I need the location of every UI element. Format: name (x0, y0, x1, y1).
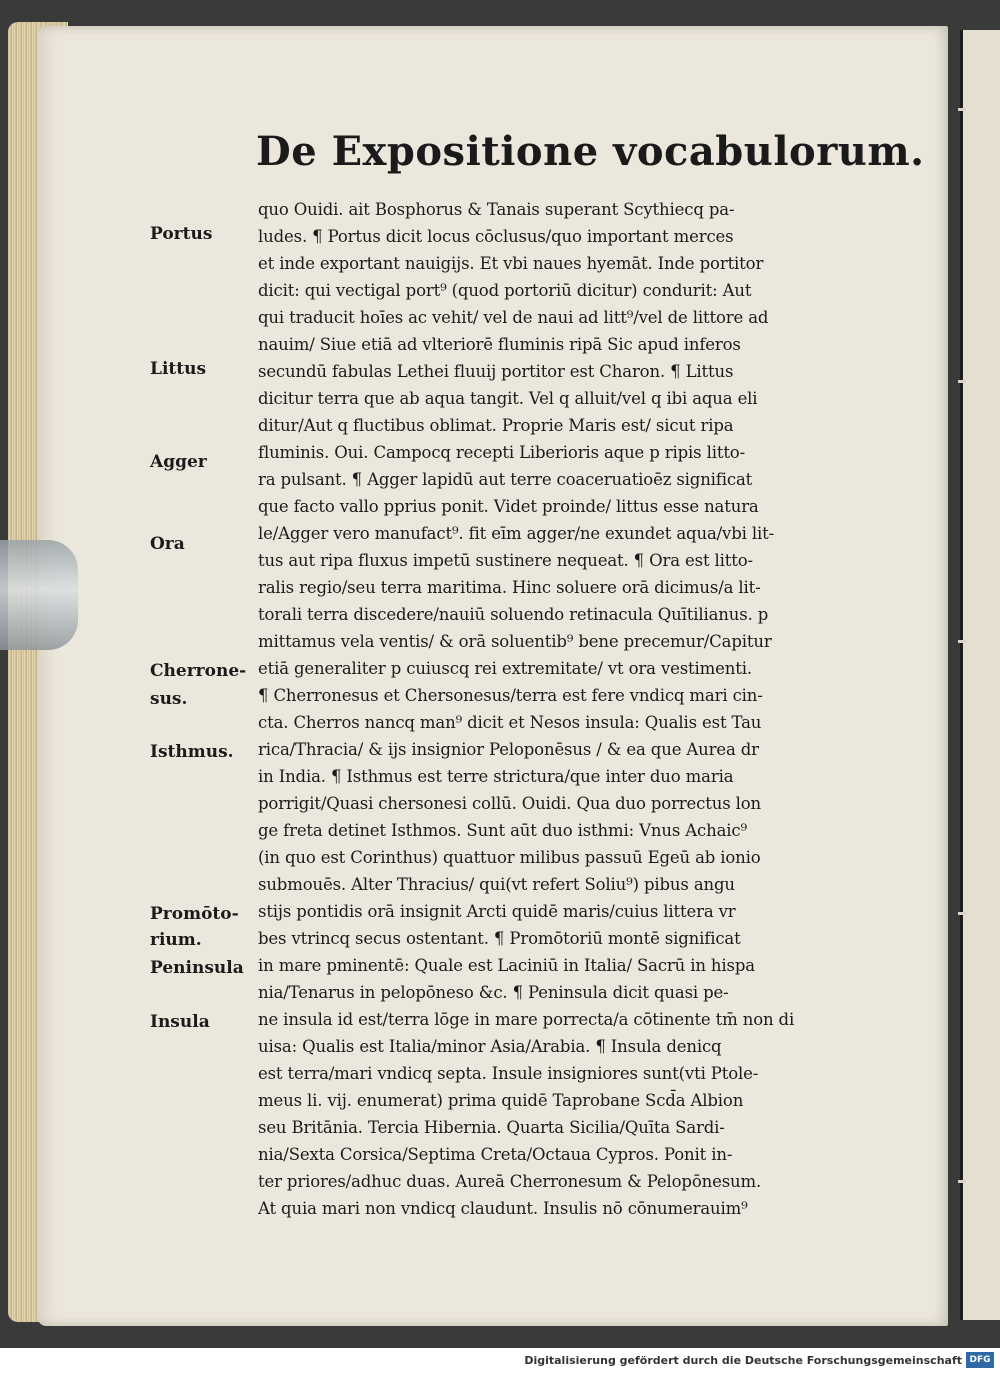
text-line: stijs pontidis orā insignit Arcti quidē maris/cuius littera vr (258, 902, 736, 921)
margin-note-rium: rium. (150, 930, 202, 950)
text-line: ra pulsant. ¶ Agger lapidū aut terre coaceruatioēz significat (258, 470, 753, 489)
text-line: in mare pminentē: Quale est Laciniū in Italia/ Sacrū in hispa (258, 956, 755, 975)
text-line: submouēs. Alter Thracius/ qui(vt refert Soliu⁹) pibus angu (258, 875, 735, 894)
margin-note-portus: Portus (150, 224, 213, 244)
text-line: ludes. ¶ Portus dicit locus cōclusus/quo important merces (258, 227, 734, 246)
text-line: cta. Cherros nancq man⁹ dicit et Nesos insula: Qualis est Tau (258, 713, 762, 732)
text-line: qui traducit hoīes ac vehit/ vel de naui ad litt⁹/vel de littore ad (258, 308, 769, 327)
text-line: que facto vallo pprius ponit. Videt proinde/ littus esse natura (258, 497, 759, 516)
margin-note-promoto: Promōto- (150, 904, 239, 924)
text-line: uisa: Qualis est Italia/minor Asia/Arabia. ¶ Insula denicq (258, 1037, 722, 1056)
text-line: nia/Sexta Corsica/Septima Creta/Octaua Cypros. Ponit in- (258, 1145, 733, 1164)
text-line: ge freta detinet Isthmos. Sunt aūt duo isthmi: Vnus Achaic⁹ (258, 821, 747, 840)
text-line: meus li. vij. enumerat) prima quidē Taprobane Scd̄a Albion (258, 1091, 744, 1110)
text-line: ditur/Aut q fluctibus oblimat. Proprie Maris est/ sicut ripa (258, 416, 734, 435)
text-line: quo Ouidi. ait Bosphorus & Tanais superant Scythiecq pa- (258, 200, 735, 219)
funding-notice: Digitalisierung gefördert durch die Deutsche Forschungsgemeinschaft (524, 1354, 962, 1367)
text-line: in India. ¶ Isthmus est terre strictura/que inter duo maria (258, 767, 734, 786)
text-line: secundū fabulas Lethei fluuij portitor est Charon. ¶ Littus (258, 362, 734, 381)
binding-stitch (958, 108, 966, 111)
text-line: nia/Tenarus in pelopōneso &c. ¶ Peninsula dicit quasi pe- (258, 983, 729, 1002)
text-line: At quia mari non vndicq claudunt. Insulis nō cōnumerauim⁹ (258, 1199, 748, 1218)
margin-note-cherrone: Cherrone- (150, 661, 247, 681)
text-line: (in quo est Corinthus) quattuor milibus passuū Egeū ab ionio (258, 848, 761, 867)
text-line: ne insula id est/terra lōge in mare porrecta/a cōtinente tm̄ non di (258, 1010, 795, 1029)
margin-note-sus: sus. (150, 689, 188, 709)
text-line: nauim/ Siue etiā ad vlteriorē fluminis ripā Sic apud inferos (258, 335, 741, 354)
footer-bar (0, 1348, 1000, 1374)
page-heading: De Expositione vocabulorum. (256, 128, 925, 175)
text-line: porrigit/Quasi chersonesi collū. Ouidi. Qua duo porrectus lon (258, 794, 762, 813)
text-line: ter priores/adhuc duas. Aureā Cherronesum & Pelopōnesum. (258, 1172, 762, 1191)
dfg-logo-icon: DFG (966, 1352, 994, 1368)
text-line: le/Agger vero manufact⁹. fit eīm agger/ne exundet aqua/vbi lit- (258, 524, 775, 543)
margin-note-littus: Littus (150, 359, 207, 379)
text-line: dicit: qui vectigal port⁹ (quod portoriū dicitur) condurit: Aut (258, 281, 752, 300)
text-line: tus aut ripa fluxus impetū sustinere nequeat. ¶ Ora est litto- (258, 551, 753, 570)
text-line: et inde exportant nauigijs. Et vbi naues hyemāt. Inde portitor (258, 254, 764, 273)
margin-note-ora: Ora (150, 534, 185, 554)
text-line: ¶ Cherronesus et Chersonesus/terra est fere vndicq mari cin- (258, 686, 763, 705)
page-clip (0, 540, 78, 650)
text-line: dicitur terra que ab aqua tangit. Vel q alluit/vel q ibi aqua eli (258, 389, 758, 408)
text-line: ralis regio/seu terra maritima. Hinc soluere orā dicimus/a lit- (258, 578, 761, 597)
binding-stitch (958, 912, 966, 915)
text-line: rica/Thracia/ & ijs insignior Peloponēsus / & ea que Aurea dr (258, 740, 759, 759)
text-line: fluminis. Oui. Campocq recepti Liberioris aque p ripis litto- (258, 443, 746, 462)
text-line: torali terra discedere/nauiū soluendo retinacula Quītilianus. p (258, 605, 769, 624)
margin-note-peninsula: Peninsula (150, 958, 244, 978)
margin-note-insula: Insula (150, 1012, 210, 1032)
text-line: mittamus vela ventis/ & orā soluentib⁹ bene precemur/Capitur (258, 632, 772, 651)
text-line: bes vtrincq secus ostentant. ¶ Promōtoriū montē significat (258, 929, 741, 948)
facing-page-edge (960, 30, 1000, 1320)
binding-stitch (958, 640, 966, 643)
binding-stitch (958, 380, 966, 383)
text-line: etiā generaliter p cuiuscq rei extremitate/ vt ora vestimenti. (258, 659, 752, 678)
margin-note-agger: Agger (150, 452, 207, 472)
margin-note-isthmus: Isthmus. (150, 742, 234, 762)
binding-stitch (958, 1180, 966, 1183)
text-line: seu Britānia. Tercia Hibernia. Quarta Sicilia/Quīta Sardi- (258, 1118, 725, 1137)
text-line: est terra/mari vndicq septa. Insule insigniores sunt(vti Ptole- (258, 1064, 759, 1083)
